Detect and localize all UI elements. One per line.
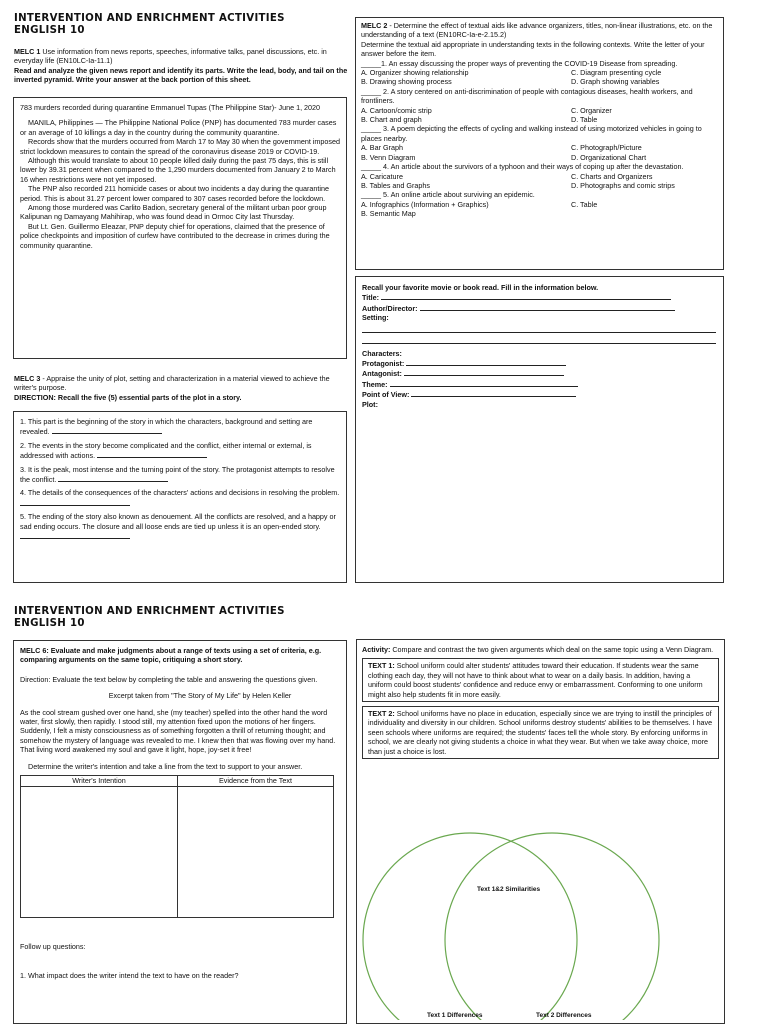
antagonist-line[interactable] <box>404 368 564 376</box>
excerpt-title: Excerpt taken from "The Story of My Life" by Helen Keller <box>108 691 292 701</box>
plot-item-4-text: 4. The details of the consequences of the characters' actions and decisions in resolving the problem. <box>20 488 340 498</box>
choice-c: C. Photograph/Picture <box>571 143 642 153</box>
melc2-question-5: _____ 5. An online article about surviving an epidemic. <box>361 190 535 200</box>
protagonist-label: Protagonist: <box>362 359 405 369</box>
answer-line[interactable] <box>97 450 207 458</box>
venn-text2-label: Text 2 Differences <box>536 1012 592 1019</box>
venn-circle-text2 <box>445 833 659 1020</box>
choice-d: D. Photographs and comic strips <box>571 180 675 190</box>
choice-a: A. Organizer showing relationship <box>361 68 469 78</box>
choice-d: D. Graph showing variables <box>571 77 660 87</box>
follow-up-question-1: 1. What impact does the writer intend the text to have on the reader? <box>20 971 239 981</box>
table-col-evidence <box>178 776 333 917</box>
news-paragraph-2: Records show that the murders occurred from March 17 to May 30 when the government imposed strict lockdown measures to contain the spread of the coronavirus disease 2019 or COVID-19. <box>20 137 341 156</box>
answer-line[interactable] <box>52 426 162 434</box>
characters-label: Characters: <box>362 348 402 358</box>
melc3-text: - Appraise the unity of plot, setting and characterization in a material viewed to achieve the writer's purpose. <box>14 374 330 393</box>
text2-box <box>362 706 719 759</box>
news-report-box <box>13 97 347 359</box>
melc1-block <box>14 47 354 85</box>
activity-label: Activity: <box>362 645 391 654</box>
table-header-intention: Writer's Intention <box>21 776 177 787</box>
news-title: 783 murders recorded during quarantine Emmanuel Tupas (The Philippine Star)- June 1, 2020 <box>20 103 321 112</box>
text1-box <box>362 658 719 702</box>
answer-line[interactable] <box>58 474 168 482</box>
choice-a: A. Caricature <box>361 171 403 181</box>
melc2-text: - Determine the effect of textual aids like advance organizers, titles, non-linear illustrations, etc. on the understanding of a text (EN10RC-Ia-e-2.15.2) <box>361 21 713 40</box>
choice-d: D. Table <box>571 115 598 125</box>
choice-c: C. Diagram presenting cycle <box>571 68 662 78</box>
answer-line[interactable] <box>20 498 130 506</box>
choice-b: B. Chart and graph <box>361 115 422 125</box>
setting-label: Setting: <box>362 313 389 323</box>
melc3-code: MELC 3 <box>14 374 41 383</box>
answer-line[interactable] <box>20 531 130 539</box>
melc3-directions: DIRECTION: Recall the five (5) essential parts of the plot in a story. <box>14 392 242 402</box>
page1-header-title: INTERVENTION AND ENRICHMENT ACTIVITIES <box>14 13 285 24</box>
melc1-text: Use information from news reports, speeches, informative talks, panel discussions, etc. in everyday life (EN10LC-Ia-11.1) <box>14 47 327 66</box>
table-cell-intention[interactable] <box>21 787 177 917</box>
text2-label: TEXT 2: <box>368 709 395 719</box>
activity-text: Compare and contrast the two given arguments which deal on the same topic using a Venn Diagram. <box>390 645 714 654</box>
choice-b: B. Drawing showing process <box>361 77 452 87</box>
plot-item-3-text: 3. It is the peak, most intense and the turning point of the story. The protagonist attempts to resolve the conflict. <box>20 464 335 485</box>
pov-label: Point of View: <box>362 390 410 400</box>
news-paragraph-6: But Lt. Gen. Guillermo Eleazar, PNP deputy chief for operations, claimed that the presence of police checkpoints and imposition of curfew have contributed to the decrease in crimes during the community quarantine. <box>20 221 330 250</box>
table-cell-evidence[interactable] <box>178 787 333 917</box>
choice-c: C. Charts and Organizers <box>571 171 653 181</box>
plot-item-5-text: 5. The ending of the story also known as denouement. All the conflicts are resolved, and a happy or sad ending occurs. The closure and all loose ends are tied up unless it is an open-ended story. <box>20 512 336 531</box>
theme-label: Theme: <box>362 379 388 389</box>
plot-item-4 <box>20 488 340 508</box>
text2-body: School uniforms have no place in education, especially since we are trying to instill the principles of individuality and diversity in our children. School uniforms destroy students' abilities to be themselves. I have seen schools where uniforms are required; the students' faces tell the whole story. By enforcing uniforms in school, we are clearly not giving students a choice in what they wear. But when we take away choice, more than just a choice is lost. <box>368 709 713 756</box>
determine-instruction: Determine the writer's intention and take a line from the text to support to your answer. <box>28 761 303 771</box>
melc2-box <box>355 17 724 270</box>
text1-label: TEXT 1: <box>368 661 395 671</box>
theme-line[interactable] <box>390 379 578 387</box>
table-header-evidence: Evidence from the Text <box>178 776 333 787</box>
melc1-code: MELC 1 <box>14 47 41 56</box>
plot-item-2-text: 2. The events in the story become complicated and the conflict, either internal or external, is addressed with actions. <box>20 440 312 461</box>
protagonist-line[interactable] <box>406 358 566 366</box>
author-line[interactable] <box>420 303 675 311</box>
melc2-directions: Determine the textual aid appropriate in understanding texts in the following contexts. Write the letter of your answer before the item. <box>361 39 705 59</box>
melc6-heading: MELC 6: Evaluate and make judgments about a range of texts using a set of criteria, e.g. comparing arguments on the same topic, critiquing a short story. <box>20 646 322 665</box>
plot-item-1-text: 1. This part is the beginning of the story in which the characters, background and setting are revealed. <box>20 417 313 437</box>
plot-label: Plot: <box>362 399 378 409</box>
venn-similarities-label: Text 1&2 Similarities <box>477 886 541 893</box>
favorite-prompt: Recall your favorite movie or book read. Fill in the information below. <box>362 283 599 292</box>
title-line[interactable] <box>381 292 671 300</box>
choice-a: A. Infographics (Information + Graphics) <box>361 199 489 209</box>
melc2-question-3: _____ 3. A poem depicting the effects of cycling and walking instead of using motorized vehicles in going to places nearby. <box>361 124 702 143</box>
melc1-directions: Read and analyze the given news report and identify its parts. Write the lead, body, and tail on the inverted pyramid. Write your answer at the back portion of this sheet. <box>14 65 348 85</box>
follow-up-label: Follow up questions: <box>20 942 86 952</box>
intention-table <box>20 775 334 918</box>
choice-b: B. Semantic Map <box>361 209 416 219</box>
plot-parts-box <box>13 411 347 583</box>
venn-circle-text1 <box>363 833 577 1020</box>
choice-a: A. Cartoon/comic strip <box>361 105 432 115</box>
page1-header-subject: ENGLISH 10 <box>14 25 85 36</box>
choice-b: B. Venn Diagram <box>361 152 416 162</box>
melc3-block <box>14 374 350 402</box>
plot-item-5 <box>20 512 340 541</box>
page2-header-subject: ENGLISH 10 <box>14 618 85 629</box>
choice-d: D. Organizational Chart <box>571 152 647 162</box>
melc2-question-4: _____ 4. An article about the survivors of a typhoon and their ways of coping up after the devastation. <box>361 162 684 172</box>
plot-item-2 <box>20 441 340 461</box>
choice-c: C. Table <box>571 199 598 209</box>
table-col-intention <box>21 776 178 917</box>
choice-b: B. Tables and Graphs <box>361 180 430 190</box>
news-paragraph-3: Although this would translate to about 10 people killed daily during the past 75 days, this is still lower by 39.31 percent when compared to the 1,290 murders documented from January 2 to March 16 when restrictions were not yet imposed. <box>20 156 336 184</box>
text1-body: School uniform could alter students' attitudes toward their education. If students wear the same clothing each day, they will not have to think about what to wear on a daily basis. In addition, having a uniform could boost students' confidence and reduce envy or embarrassment. Conforming to one uniform might also help students fit in more easily. <box>368 661 703 699</box>
page2-header-title: INTERVENTION AND ENRICHMENT ACTIVITIES <box>14 606 285 617</box>
news-paragraph-5: Among those murdered was Carlito Badion, secretary general of the militant urban poor group Kalipunan ng Damayang Mahihirap, who was found dead in Ormoc City last Thursday. <box>20 203 327 222</box>
melc2-code: MELC 2 <box>361 21 388 30</box>
news-paragraph-1: MANILA, Philippines — The Philippine National Police (PNP) has documented 783 murder cases or an average of 10 killings a day in the country during the community quarantine. <box>20 118 337 137</box>
plot-item-3 <box>20 465 340 485</box>
melc6-box <box>13 640 347 1024</box>
choice-c: C. Organizer <box>571 105 612 115</box>
excerpt-text: As the cool stream gushed over one hand, she (my teacher) spelled into the other hand the word water, first slowly, then rapidly. I stood still, my attention fixed upon the motions of her fingers. Suddenly, I felt a misty consciousness as of something forgotten a thrill of returning thought; and somehow the mystery of language was revealed to me. I knew then that was flowing over my hand. That living word awakened my soul and gave it light, hope, joy-set it free! <box>20 707 336 755</box>
venn-text1-label: Text 1 Differences <box>427 1012 483 1019</box>
favorite-movie-box <box>355 276 724 583</box>
news-paragraph-4: The PNP also recorded 211 homicide cases or about two incidents a day during the quarantine period. This is about 31.27 percent lower compared to 307 cases recorded before the lockdown. <box>20 184 329 203</box>
melc2-question-1: _____1. An essay discussing the proper ways of preventing the COVID-19 Disease from spreading. <box>361 58 678 68</box>
pov-line[interactable] <box>411 389 576 397</box>
venn-diagram <box>362 820 719 1020</box>
antagonist-label: Antagonist: <box>362 369 402 379</box>
title-label: Title: <box>362 293 380 303</box>
author-label: Author/Director: <box>362 303 418 313</box>
activity-box <box>356 639 725 1024</box>
plot-item-1 <box>20 417 340 437</box>
choice-a: A. Bar Graph <box>361 143 403 153</box>
melc2-question-2: _____ 2. A story centered on anti-discrimination of people with contagious diseases, health workers, and frontliners. <box>361 86 693 106</box>
melc6-direction: Direction: Evaluate the text below by completing the table and answering the questions given. <box>20 674 318 684</box>
